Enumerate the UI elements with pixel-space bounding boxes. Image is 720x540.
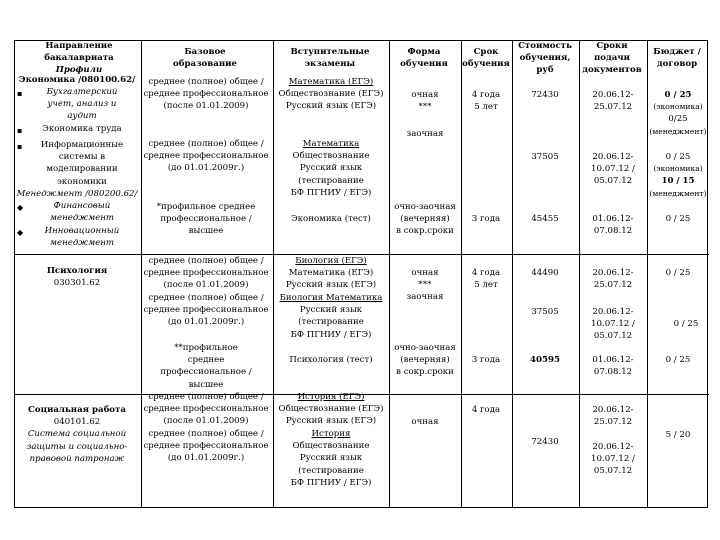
management-title: Менеджмент /080200.62/: [16, 189, 138, 199]
diamond-bullet-icon: ◆: [17, 228, 24, 237]
econ-dates-1: 20.06.12- 25.07.12: [592, 90, 634, 113]
header-term: Срок обучения: [462, 47, 510, 70]
diamond-bullet-icon: ◆: [17, 203, 24, 212]
header-deadlines: Сроки подачи документов: [582, 41, 642, 76]
social-form: очная: [411, 417, 439, 427]
econ-cost-2: 37505: [531, 152, 559, 162]
econ-exams-2: Математика Обществознание Русский язык (тестирование БФ ПГНИУ / ЕГЭ): [290, 139, 372, 198]
econ-base-3: *профильное среднее профессиональное / высшее: [156, 202, 256, 237]
header-exams: Вступительные экзамены: [290, 47, 370, 70]
psych-base-3: **профильное среднее профессиональное / высшее: [160, 343, 252, 390]
psych-exams-2: Биология Математика Русский язык (тестирование БФ ПГНИУ / ЕГЭ): [279, 293, 383, 340]
econ-exams-1: Математика (ЕГЭ) Обществознание (ЕГЭ) Русский язык (ЕГЭ): [278, 77, 384, 112]
profile-info-systems: Информационные системы в моделировании экономики: [40, 140, 124, 187]
header-cost: Стоимость обучения, руб: [518, 41, 572, 76]
econ-budget-3: 0 / 25: [665, 214, 691, 224]
bullet-icon: ▪: [17, 142, 23, 151]
profile-finance-mgmt: Финансовый менеджмент: [49, 201, 115, 224]
psychology-title: Психология 030301.62: [46, 266, 108, 289]
profile-accounting: Бухгалтерский учет, анализ и аудит: [46, 87, 118, 122]
social-dates-2: 20.06.12- 10.07.12 / 05.07.12: [591, 442, 635, 477]
psych-exams-3: Психология (тест): [289, 355, 373, 365]
econ-cost-3: 45455: [531, 214, 559, 224]
psych-term-3: 3 года: [471, 355, 501, 365]
header-form: Форма обучения: [400, 47, 448, 70]
psych-form-1: очная *** заочная: [406, 268, 444, 303]
psych-cost-1: 44490: [531, 268, 559, 278]
econ-term-1: 4 года 5 лет: [471, 90, 501, 113]
econ-base-2: среднее (полное) общее / среднее профессиональное (до 01.01.2009г.): [143, 139, 269, 174]
econ-cost-1: 72430: [531, 90, 559, 100]
social-dates-1: 20.06.12- 25.07.12: [592, 405, 634, 428]
econ-budget-1: 0 / 25 (экономика) 0/25 (менеджмент): [649, 90, 707, 136]
social-title: Социальная работа 040101.62 Система социальной защиты и социально- правовой патронаж: [26, 405, 128, 464]
psych-budget-2: 0 / 25: [673, 319, 699, 329]
economics-title: Экономика /080100.62/: [18, 75, 136, 85]
econ-term-3: 3 года: [471, 214, 501, 224]
econ-exams-3: Экономика (тест): [291, 214, 371, 224]
econ-dates-2: 20.06.12- 10.07.12 / 05.07.12: [591, 152, 635, 187]
profile-labor-economics: Экономика труда: [42, 124, 122, 134]
econ-dates-3: 01.06.12- 07.08.12: [592, 214, 634, 237]
header-budget: Бюджет / договор: [653, 47, 701, 70]
social-cost: 72430: [531, 437, 559, 447]
psych-cost-2: 37505: [531, 307, 559, 317]
econ-form-1: очная ***: [411, 90, 439, 113]
social-exams-1: История (ЕГЭ) Обществознание (ЕГЭ) Русский язык (ЕГЭ): [278, 392, 384, 427]
psych-base-2: среднее (полное) общее / среднее профессиональное (до 01.01.2009г.): [143, 293, 269, 328]
psych-budget-3: 0 / 25: [665, 355, 691, 365]
social-base-1: среднее (полное) общее / среднее профессиональное (после 01.01.2009): [143, 392, 269, 427]
bullet-icon: ▪: [17, 89, 23, 98]
psych-budget-1: 0 / 25: [665, 268, 691, 278]
econ-form-2: заочная: [406, 129, 444, 139]
psych-form-3: очно-заочная (вечерняя) в сокр.сроки: [394, 343, 456, 378]
psych-dates-2: 20.06.12- 10.07.12 / 05.07.12: [591, 307, 635, 342]
header-direction: Направление бакалавриата Профили: [44, 41, 114, 76]
psych-base-1: среднее (полное) общее / среднее профессиональное (после 01.01.2009): [143, 256, 269, 291]
econ-form-3: очно-заочная (вечерняя) в сокр.сроки: [394, 202, 456, 237]
econ-base-1: среднее (полное) общее / среднее профессиональное (после 01.01.2009): [143, 77, 269, 112]
psych-exams-1: Биология (ЕГЭ) Математика (ЕГЭ) Русский язык (ЕГЭ): [285, 256, 377, 291]
psych-dates-3: 01.06.12- 07.08.12: [592, 355, 634, 378]
social-base-2: среднее (полное) общее / среднее профессиональное (до 01.01.2009г.): [143, 429, 269, 464]
social-budget: 5 / 20: [665, 430, 691, 440]
social-exams-2: История Обществознание Русский язык (тестирование БФ ПГНИУ / ЕГЭ): [290, 429, 372, 488]
psych-cost-3: 40595: [530, 355, 560, 365]
psych-term-1: 4 года 5 лет: [471, 268, 501, 291]
psych-dates-1: 20.06.12- 25.07.12: [592, 268, 634, 291]
social-term: 4 года: [471, 405, 501, 415]
header-base-education: Базовое образование: [173, 47, 237, 70]
econ-budget-2: 0 / 25 (экономика) 10 / 15 (менеджмент): [649, 152, 707, 198]
profile-innovation-mgmt: Инновационный менеджмент: [44, 226, 120, 249]
bullet-icon: ▪: [17, 126, 23, 135]
